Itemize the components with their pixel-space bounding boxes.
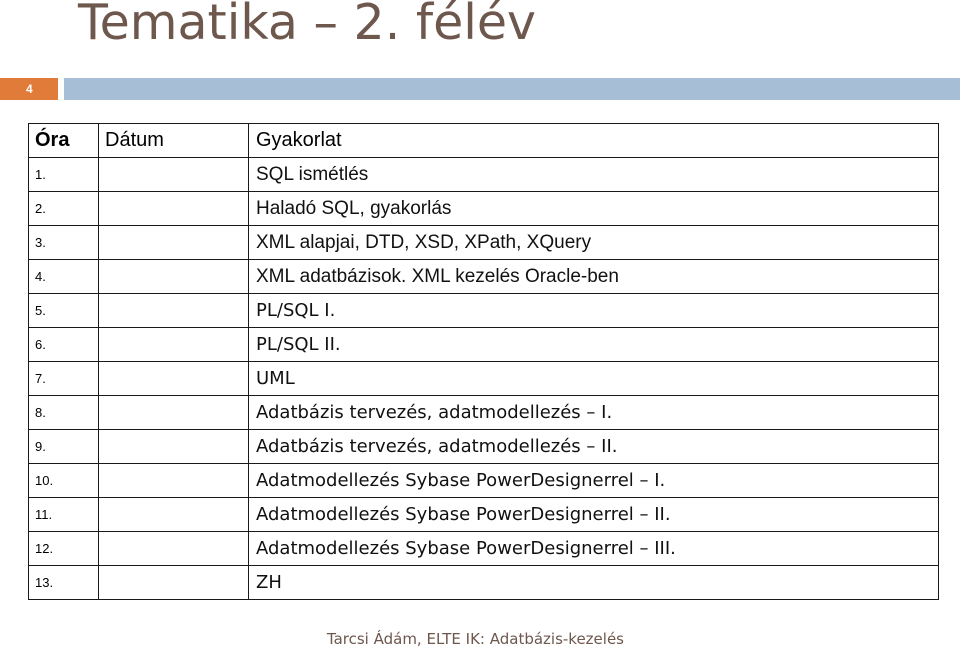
cell-ora: 12. xyxy=(29,532,99,566)
table-row xyxy=(29,158,939,192)
table-header-row xyxy=(29,124,939,158)
cell-ora: 13. xyxy=(29,566,99,600)
cell-gyakorlat: Adatbázis tervezés, adatmodellezés – II. xyxy=(249,430,939,464)
cell-gyakorlat: Adatmodellezés Sybase PowerDesignerrel – II. xyxy=(249,498,939,532)
cell-ora: 3. xyxy=(29,226,99,260)
cell-datum xyxy=(99,328,249,362)
cell-datum xyxy=(99,260,249,294)
cell-ora: 5. xyxy=(29,294,99,328)
table-row xyxy=(29,464,939,498)
title-accent-bar xyxy=(64,78,960,100)
slide-title: Tematika – 2. félév xyxy=(78,0,537,51)
cell-gyakorlat: Adatmodellezés Sybase PowerDesignerrel – I. xyxy=(249,464,939,498)
cell-ora: 10. xyxy=(29,464,99,498)
cell-ora: 8. xyxy=(29,396,99,430)
cell-gyakorlat: Haladó SQL, gyakorlás xyxy=(249,192,939,226)
cell-datum xyxy=(99,532,249,566)
cell-datum xyxy=(99,158,249,192)
table-row xyxy=(29,192,939,226)
cell-datum xyxy=(99,464,249,498)
slide-footer: Tarcsi Ádám, ELTE IK: Adatbázis-kezelés xyxy=(326,630,624,648)
table-row xyxy=(29,430,939,464)
cell-datum xyxy=(99,498,249,532)
cell-gyakorlat: UML xyxy=(249,362,939,396)
cell-gyakorlat: XML alapjai, DTD, XSD, XPath, XQuery xyxy=(249,226,939,260)
header-ora: Óra xyxy=(29,124,99,158)
cell-datum xyxy=(99,362,249,396)
table-row xyxy=(29,532,939,566)
cell-datum xyxy=(99,226,249,260)
cell-ora: 11. xyxy=(29,498,99,532)
cell-gyakorlat: Adatbázis tervezés, adatmodellezés – I. xyxy=(249,396,939,430)
table-row xyxy=(29,566,939,600)
slide-number-badge: 4 xyxy=(0,78,58,100)
table-row xyxy=(29,328,939,362)
cell-datum xyxy=(99,294,249,328)
cell-gyakorlat: PL/SQL I. xyxy=(249,294,939,328)
cell-gyakorlat: SQL ismétlés xyxy=(249,158,939,192)
table-row xyxy=(29,260,939,294)
cell-ora: 6. xyxy=(29,328,99,362)
cell-gyakorlat: ZH xyxy=(249,566,939,600)
header-datum: Dátum xyxy=(99,124,249,158)
cell-ora: 7. xyxy=(29,362,99,396)
cell-datum xyxy=(99,430,249,464)
cell-gyakorlat: PL/SQL II. xyxy=(249,328,939,362)
cell-ora: 9. xyxy=(29,430,99,464)
table-row xyxy=(29,226,939,260)
table-row xyxy=(29,498,939,532)
cell-datum xyxy=(99,192,249,226)
cell-ora: 4. xyxy=(29,260,99,294)
table-row xyxy=(29,396,939,430)
cell-datum xyxy=(99,566,249,600)
cell-ora: 2. xyxy=(29,192,99,226)
cell-gyakorlat: XML adatbázisok. XML kezelés Oracle-ben xyxy=(249,260,939,294)
cell-gyakorlat: Adatmodellezés Sybase PowerDesignerrel – III. xyxy=(249,532,939,566)
table-row xyxy=(29,294,939,328)
table-row xyxy=(29,362,939,396)
cell-ora: 1. xyxy=(29,158,99,192)
header-gyakorlat: Gyakorlat xyxy=(249,124,939,158)
schedule-table xyxy=(28,123,939,600)
cell-datum xyxy=(99,396,249,430)
